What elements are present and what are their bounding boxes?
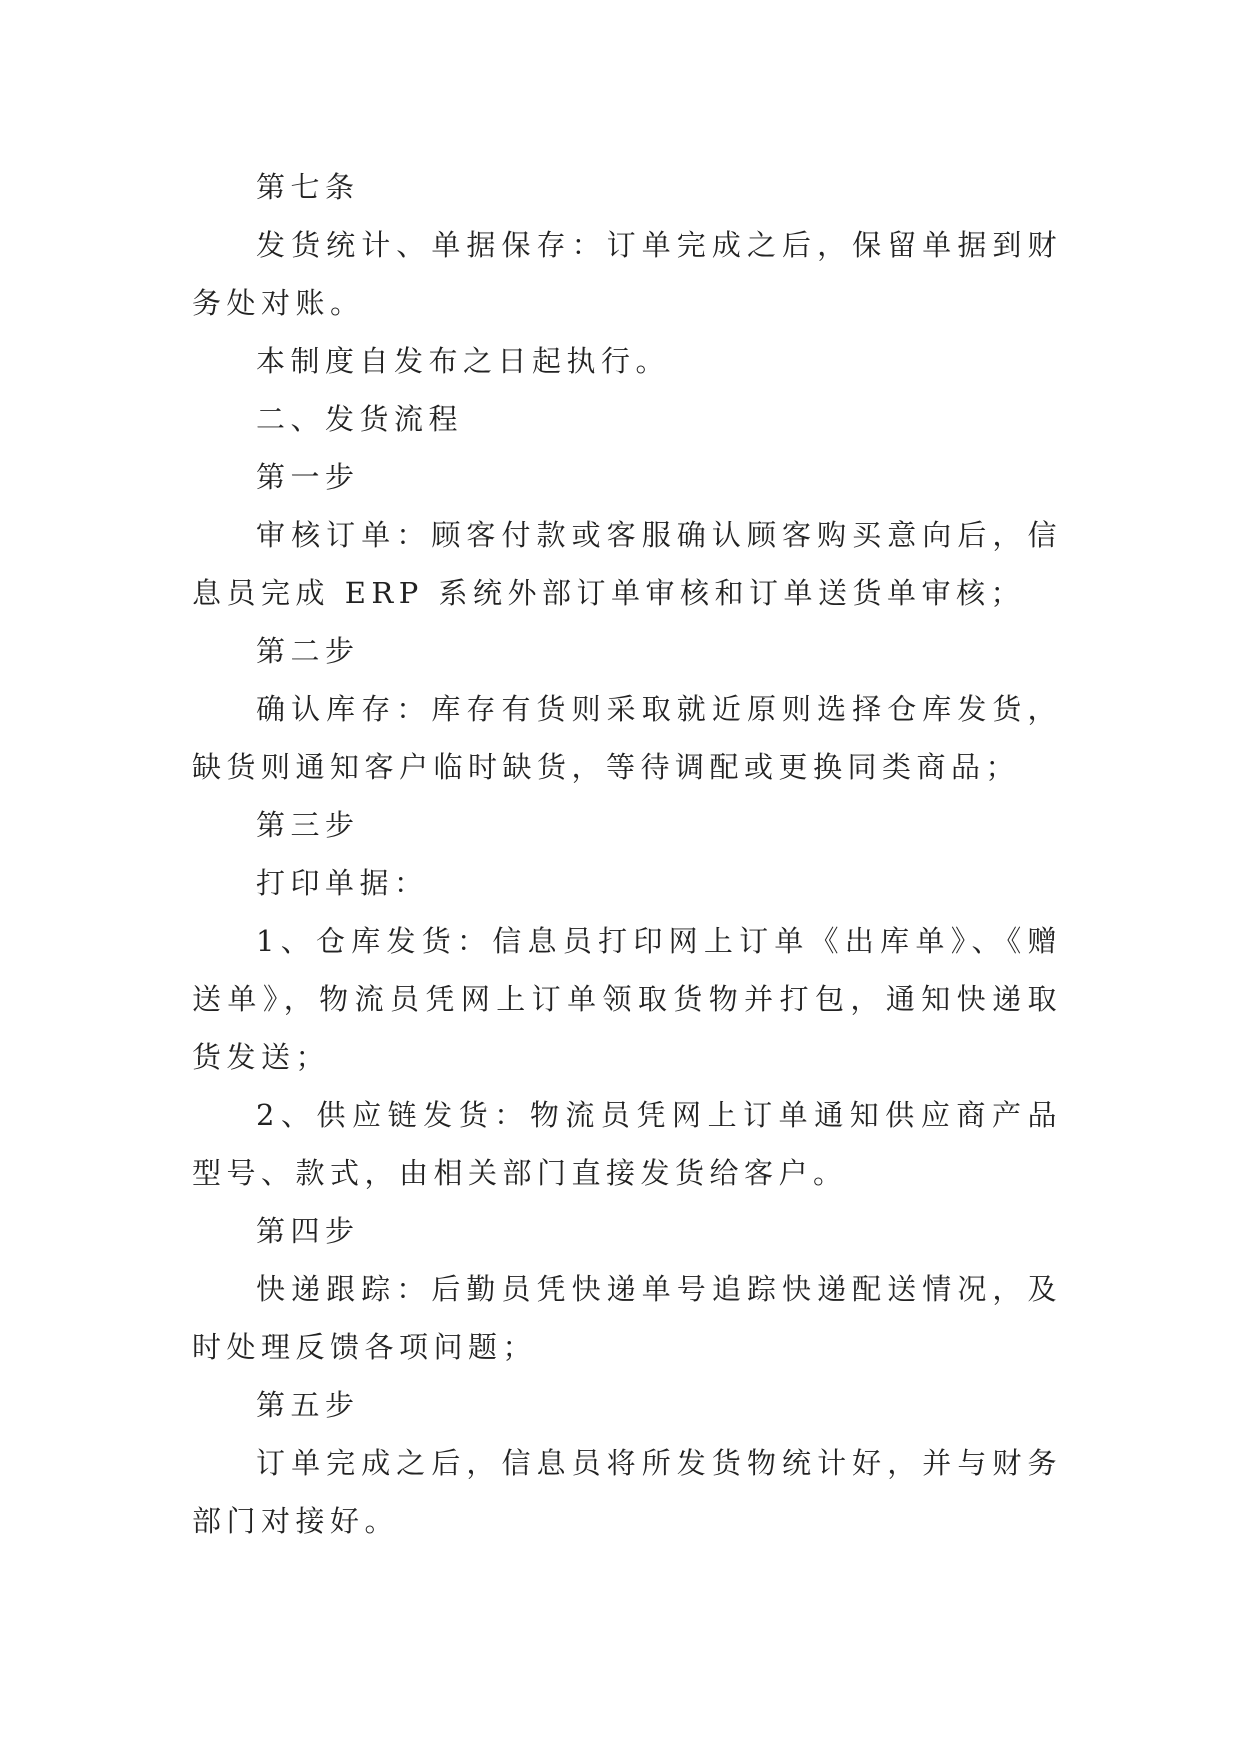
step-1-text: 审核订单：顾客付款或客服确认顾客购买意向后，信息员完成 ERP 系统外部订单审核和订单送货单审核； xyxy=(192,518,1062,610)
step-3-item-1: 1、仓库发货：信息员打印网上订单《出库单》、《赠送单》，物流员凭网上订单领取货物并打包，通知快递取货发送； xyxy=(192,924,1062,1074)
step-5-text: 订单完成之后，信息员将所发货物统计好，并与财务部门对接好。 xyxy=(192,1446,1062,1538)
step-5-heading: 第五步 xyxy=(256,1388,360,1422)
step-4-text: 快递跟踪：后勤员凭快递单号追踪快递配送情况，及时处理反馈各项问题； xyxy=(192,1272,1062,1364)
section-heading-shipping-process: 二、发货流程 xyxy=(256,402,464,436)
step-3-item-2: 2、供应链发货：物流员凭网上订单通知供应商产品型号、款式，由相关部门直接发货给客户。 xyxy=(192,1098,1062,1190)
step-2-text: 确认库存：库存有货则采取就近原则选择仓库发货，缺货则通知客户临时缺货，等待调配或更换同类商品； xyxy=(192,692,1062,784)
step-1-heading: 第一步 xyxy=(256,460,360,494)
effective-statement: 本制度自发布之日起执行。 xyxy=(256,344,671,378)
article-heading-7: 第七条 xyxy=(256,170,360,204)
article-7-text: 发货统计、单据保存：订单完成之后，保留单据到财务处对账。 xyxy=(192,228,1062,320)
document-body xyxy=(192,158,1062,1550)
step-3-text: 打印单据： xyxy=(256,866,429,900)
step-4-heading: 第四步 xyxy=(256,1214,360,1248)
step-3-heading: 第三步 xyxy=(256,808,360,842)
step-2-heading: 第二步 xyxy=(256,634,360,668)
